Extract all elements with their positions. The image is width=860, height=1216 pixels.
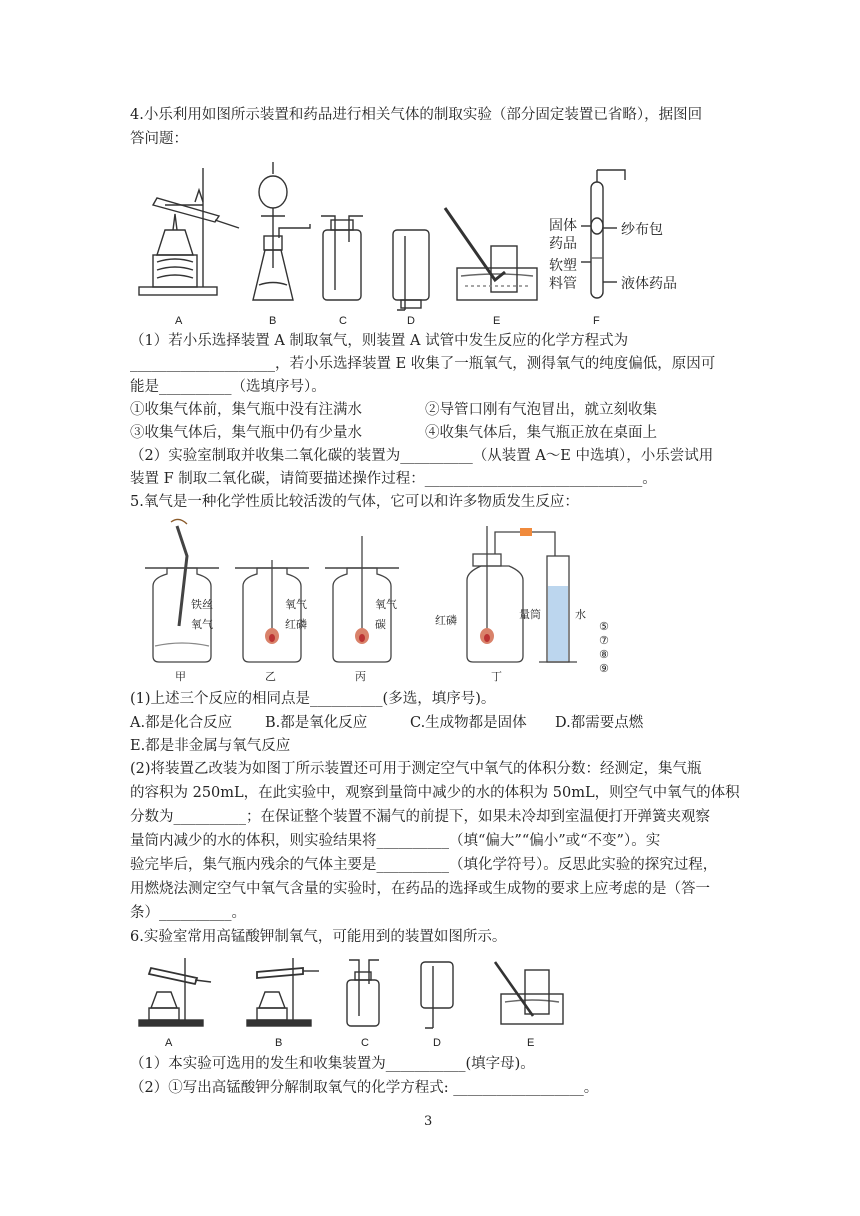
f-label-liquid: 液体药品 xyxy=(621,276,677,292)
q5-option-d: D.都需要点燃 xyxy=(555,715,644,731)
q6-label-a: A xyxy=(165,1037,173,1049)
ding-label-liangtong: 量筒 xyxy=(519,608,541,621)
yi-label-honglin: 红磷 xyxy=(285,618,307,631)
q4-part2-line-b: 装置 F 制取二氧化碳，请简要描述操作过程：______________________________。 xyxy=(130,471,657,487)
q6-part2: （2）①写出高锰酸钾分解制取氧气的化学方程式: __________________。 xyxy=(130,1080,599,1096)
q4-line-2: 答问题： xyxy=(130,131,188,147)
f-label-solid: 固体 xyxy=(549,218,577,234)
q5-part2-line-d: 量筒内减少的水的体积，则实验结果将__________（填“偏大”“偏小”或“不变”）。实 xyxy=(130,833,661,849)
q5-option-e: E.都是非金属与氧气反应 xyxy=(130,738,291,754)
q4-option-3: ③收集气体后，集气瓶中仍有少量水 xyxy=(130,425,362,441)
q4-label-f: F xyxy=(593,315,600,327)
q4-option-1: ①收集气体前，集气瓶中没有注满水 xyxy=(130,402,362,418)
jia-label-yangqi: 氧气 xyxy=(191,618,213,631)
q4-figure-apparatus xyxy=(135,150,695,330)
fig-label-yi: 乙 xyxy=(265,670,276,683)
q6-label-c: C xyxy=(361,1037,369,1049)
q5-option-a: A.都是化合反应 xyxy=(130,715,233,731)
ding-label-honglin: 红磷 xyxy=(435,614,457,627)
bing-label-tan: 碳 xyxy=(375,618,386,631)
q4-part1-line-a: （1）若小乐选择装置 A 制取氧气，则装置 A 试管中发生反应的化学方程式为 xyxy=(130,333,629,349)
ding-label-shui: 水 xyxy=(575,608,586,621)
q5-part2-line-a: (2)将装置乙改装为如图丁所示装置还可用于测定空气中氧气的体积分数：经测定，集气瓶 xyxy=(130,761,702,777)
q4-option-4: ④收集气体后，集气瓶正放在桌面上 xyxy=(425,425,657,441)
ding-circle-9: ⑨ xyxy=(599,662,609,675)
q4-label-d: D xyxy=(407,315,415,327)
f-label-drug: 药品 xyxy=(549,236,577,252)
q4-label-b: B xyxy=(269,315,277,327)
f-label-bag: 纱布包 xyxy=(621,222,663,238)
ding-circle-8: ⑧ xyxy=(599,648,609,661)
q5-part1: (1)上述三个反应的相同点是__________(多选，填序号)。 xyxy=(130,691,496,707)
q6-part1: （1）本实验可选用的发生和收集装置为___________(填字母)。 xyxy=(130,1056,535,1072)
q4-part1-line-b: ____________________，若小乐选择装置 E 收集了一瓶氧气，测得氧气的纯度偏低，原因可 xyxy=(130,356,716,372)
q5-option-b: B.都是氧化反应 xyxy=(265,715,368,731)
fig-label-jia: 甲 xyxy=(175,670,186,683)
f-label-soft: 软塑 xyxy=(549,258,577,274)
q4-option-2: ②导管口刚有气泡冒出，就立刻收集 xyxy=(425,402,657,418)
q5-part2-line-e: 验完毕后，集气瓶内残余的气体主要是__________（填化学符号）。反思此实验的探究过程， xyxy=(130,857,718,873)
q5-option-c: C.生成物都是固体 xyxy=(410,715,527,731)
q4-label-c: C xyxy=(339,315,347,327)
ding-circle-7: ⑦ xyxy=(599,634,609,647)
q5-line-1: 5.氧气是一种化学性质比较活泼的气体，它可以和许多物质发生反应： xyxy=(130,494,579,510)
q4-part1-line-c: 能是__________（选填序号）。 xyxy=(130,379,326,395)
q5-part2-line-f: 用燃烧法测定空气中氧气含量的实验时，在药品的选择或生成物的要求上应考虑的是（答一 xyxy=(130,881,710,897)
jia-label-tiesi: 铁丝 xyxy=(191,598,213,611)
q6-figure-apparatus xyxy=(135,950,575,1050)
q4-label-a: A xyxy=(175,315,183,327)
q4-label-e: E xyxy=(493,315,501,327)
q6-line-1: 6.实验室常用高锰酸钾制氧气，可能用到的装置如图所示。 xyxy=(130,929,507,945)
q5-part2-line-g: 条）__________。 xyxy=(130,905,246,921)
fig-label-bing: 丙 xyxy=(355,670,366,683)
yi-label-yangqi: 氧气 xyxy=(285,598,307,611)
q4-line-1: 4.小乐利用如图所示装置和药品进行相关气体的制取实验（部分固定装置已省略），据图回 xyxy=(130,107,703,123)
fig-label-ding: 丁 xyxy=(491,670,502,683)
q6-label-d: D xyxy=(433,1037,441,1049)
q5-part2-line-b: 的容积为 250mL，在此实验中，观察到量筒中减少的水的体积为 50mL，则空气中氧气的体积 xyxy=(130,785,740,801)
q6-label-b: B xyxy=(275,1037,283,1049)
q5-figure-reactions xyxy=(135,516,635,686)
page-number: 3 xyxy=(424,1114,433,1129)
q6-label-e: E xyxy=(527,1037,535,1049)
bing-label-yangqi: 氧气 xyxy=(375,598,397,611)
q4-part2-line-a: （2）实验室制取并收集二氧化碳的装置为__________（从装置 A～E 中选填），小乐尝试用 xyxy=(130,448,714,464)
q5-part2-line-c: 分数为__________；在保证整个装置不漏气的前提下，如果未冷却到室温便打开弹簧夹观察 xyxy=(130,809,710,825)
f-label-tube: 料管 xyxy=(549,276,577,292)
ding-circle-5: ⑤ xyxy=(599,620,609,633)
